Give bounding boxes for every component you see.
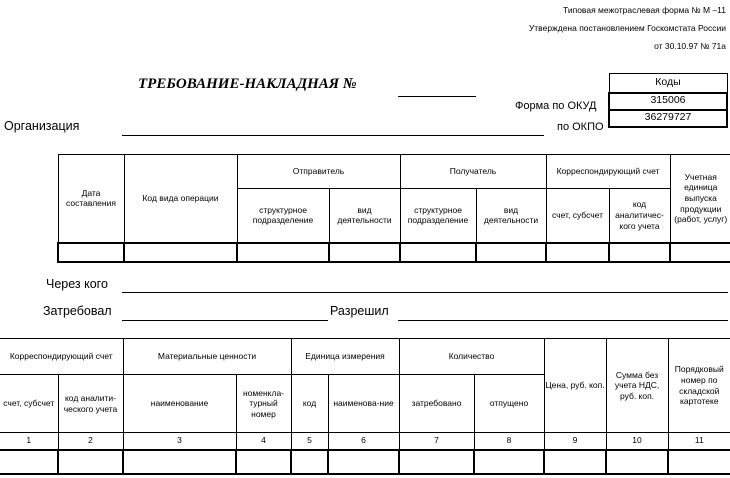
entry-cell[interactable] xyxy=(123,450,236,474)
okud-label: Форма по ОКУД xyxy=(515,100,597,112)
entry-cell[interactable] xyxy=(58,450,123,474)
document-title: ТРЕБОВАНИЕ-НАКЛАДНАЯ № xyxy=(138,76,357,92)
requested-field[interactable] xyxy=(122,320,328,321)
corr-account-header: Корреспондирующий счет xyxy=(546,155,670,189)
entry-cell[interactable] xyxy=(399,450,474,474)
allowed-label: Разрешил xyxy=(330,304,389,318)
analytic-code-cell[interactable] xyxy=(609,243,670,262)
column-number: 4 xyxy=(236,433,291,450)
okud-value[interactable]: 315006 xyxy=(609,93,727,110)
column-number: 2 xyxy=(58,433,123,450)
receiver-header: Получатель xyxy=(400,155,546,189)
card-number-header: Порядковый номер по складской картотеке xyxy=(668,339,730,433)
receiver-struct-div-cell[interactable] xyxy=(400,243,476,262)
sender-struct-div-header: структурное подразделение xyxy=(237,189,329,243)
organization-label: Организация xyxy=(4,119,80,133)
column-number: 10 xyxy=(606,433,668,450)
entry-cell[interactable] xyxy=(606,450,668,474)
allowed-field[interactable] xyxy=(398,320,728,321)
unit-name-header: наименова-ние xyxy=(328,375,399,433)
unit-code-header: код xyxy=(291,375,328,433)
document-number-field[interactable] xyxy=(398,96,476,97)
corr-account-header-2: Корреспондирующий счет xyxy=(0,339,123,375)
material-values-header: Материальные ценности xyxy=(123,339,291,375)
nomenclature-number-header: номенкла-турный номер xyxy=(236,375,291,433)
analytic-code-header: код аналитичес-кого учета xyxy=(609,189,670,243)
accounting-unit-header: Учетная единица выпуска продукции (работ, услуг) xyxy=(670,155,730,243)
header-table xyxy=(57,154,730,263)
entry-cell[interactable] xyxy=(474,450,544,474)
requested-qty-header: затребовано xyxy=(399,375,474,433)
column-number: 3 xyxy=(123,433,236,450)
sender-activity-header: вид деятельности xyxy=(329,189,400,243)
entry-cell[interactable] xyxy=(668,450,730,474)
entry-cell[interactable] xyxy=(0,450,58,474)
receiver-activity-header: вид деятельности xyxy=(476,189,546,243)
material-name-header: наименование xyxy=(123,375,236,433)
receiver-struct-div-header: структурное подразделение xyxy=(400,189,476,243)
receiver-activity-cell[interactable] xyxy=(476,243,546,262)
account-header: счет, субсчет xyxy=(546,189,609,243)
quantity-header: Количество xyxy=(399,339,544,375)
entry-cell[interactable] xyxy=(328,450,399,474)
column-number: 8 xyxy=(474,433,544,450)
column-number: 7 xyxy=(399,433,474,450)
sender-struct-div-cell[interactable] xyxy=(237,243,329,262)
entry-cell[interactable] xyxy=(236,450,291,474)
codes-header: Коды xyxy=(609,74,727,93)
entry-cell[interactable] xyxy=(291,450,328,474)
sender-activity-cell[interactable] xyxy=(329,243,400,262)
entry-cell[interactable] xyxy=(544,450,606,474)
accounting-unit-cell[interactable] xyxy=(670,243,730,262)
column-number: 11 xyxy=(668,433,730,450)
column-number: 6 xyxy=(328,433,399,450)
okpo-value[interactable]: 36279727 xyxy=(609,110,727,127)
sender-header: Отправитель xyxy=(237,155,400,189)
account-cell[interactable] xyxy=(546,243,609,262)
sum-header: Сумма без учета НДС, руб. коп. xyxy=(606,339,668,433)
column-number: 1 xyxy=(0,433,58,450)
column-number: 9 xyxy=(544,433,606,450)
date-cell[interactable] xyxy=(58,243,124,262)
operation-code-header: Код вида операции xyxy=(124,155,237,243)
form-type-text: Типовая межотраслевая форма № М –11 xyxy=(563,5,726,15)
organization-field[interactable] xyxy=(122,135,544,136)
account-header-2: счет, субсчет xyxy=(0,375,58,433)
column-number: 5 xyxy=(291,433,328,450)
date-header: Дата составления xyxy=(58,155,124,243)
released-qty-header: отпущено xyxy=(474,375,544,433)
approval-date-text: от 30.10.97 № 71а xyxy=(654,41,726,51)
analytic-code-header-2: код аналити-ческого учета xyxy=(58,375,123,433)
requested-label: Затребовал xyxy=(43,304,112,318)
operation-code-cell[interactable] xyxy=(124,243,237,262)
okpo-label: по ОКПО xyxy=(557,121,604,133)
unit-measure-header: Единица измерения xyxy=(291,339,399,375)
approved-text: Утверждена постановлением Госкомстата России xyxy=(528,23,726,33)
materials-table xyxy=(0,338,730,475)
price-header: Цена, руб. коп. xyxy=(544,339,606,433)
through-field[interactable] xyxy=(122,292,728,293)
through-label: Через кого xyxy=(46,277,108,291)
codes-table xyxy=(608,73,728,128)
